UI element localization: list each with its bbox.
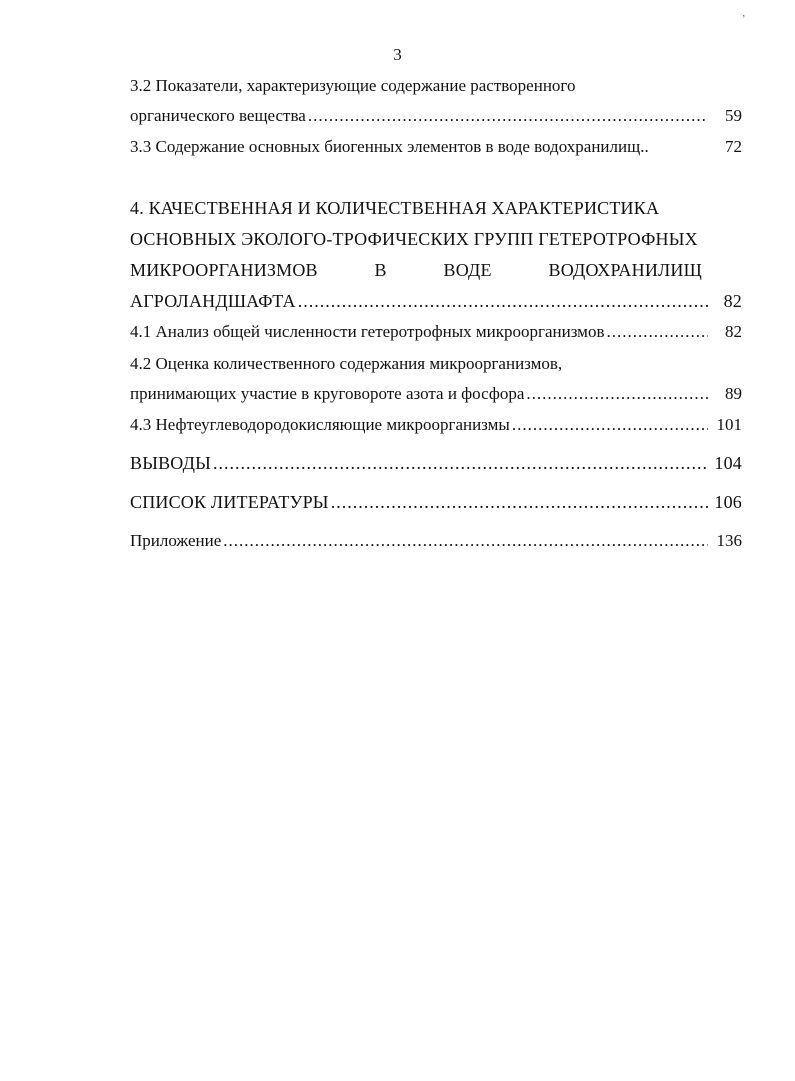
- toc-page-number: 104: [714, 453, 742, 473]
- toc-appendix[interactable]: [130, 531, 742, 551]
- leader-dots: [604, 322, 708, 342]
- toc-references[interactable]: [130, 492, 742, 512]
- toc-chapter-4-line3: [130, 260, 742, 280]
- leader-dots: [211, 453, 708, 473]
- leader-dots: [524, 384, 708, 404]
- toc-entry-4-2[interactable]: [130, 384, 742, 404]
- toc-entry-3-3-title: 3.3 Содержание основных биогенных элементов в воде водохранилищ..: [130, 137, 649, 156]
- toc-page-number: 59: [725, 106, 742, 125]
- toc-chapter-4-word: ВОДОХРАНИЛИЩ: [548, 260, 702, 280]
- toc-entry-3-3[interactable]: [130, 137, 742, 157]
- toc-chapter-4-line2: ОСНОВНЫХ ЭКОЛОГО-ТРОФИЧЕСКИХ ГРУПП ГЕТЕРОТРОФНЫХ: [130, 229, 698, 249]
- page-number: 3: [393, 45, 402, 64]
- toc-page-number: 101: [716, 415, 742, 434]
- toc-page-number: 72: [725, 137, 742, 156]
- toc-conclusions[interactable]: [130, 453, 742, 473]
- toc-page-number: 106: [714, 492, 742, 512]
- leader-dots: [221, 531, 708, 551]
- toc-chapter-4-line4: АГРОЛАНДШАФТА: [130, 291, 296, 311]
- leader-dots: [510, 415, 708, 435]
- toc-references-title: СПИСОК ЛИТЕРАТУРЫ: [130, 492, 329, 512]
- toc-page-number: 82: [725, 322, 742, 341]
- scan-mark: ʼ: [742, 14, 746, 25]
- toc-page-number: 82: [723, 291, 742, 311]
- toc-entry-4-1-title: 4.1 Анализ общей численности гетеротрофных микроорганизмов: [130, 322, 605, 341]
- toc-chapter-4-word: МИКРООРГАНИЗМОВ: [130, 260, 318, 280]
- toc-page-number: 89: [725, 384, 742, 403]
- toc-chapter-4[interactable]: [130, 291, 742, 311]
- toc-chapter-4-line1: 4. КАЧЕСТВЕННАЯ И КОЛИЧЕСТВЕННАЯ ХАРАКТЕРИСТИКА: [130, 198, 660, 218]
- toc-page-number: 136: [716, 531, 742, 550]
- toc-entry-4-3[interactable]: [130, 415, 742, 435]
- toc-appendix-title: Приложение: [130, 531, 222, 550]
- toc-entry-3-2-line2: органического вещества: [130, 106, 306, 125]
- toc-conclusions-title: ВЫВОДЫ: [130, 453, 211, 473]
- toc-entry-4-1[interactable]: [130, 322, 742, 342]
- toc-entry-4-3-title: 4.3 Нефтеуглеводородокисляющие микроорганизмы: [130, 415, 510, 434]
- toc-entry-4-2-line1: 4.2 Оценка количественного содержания микроорганизмов,: [130, 354, 563, 373]
- toc-entry-3-2[interactable]: [130, 106, 742, 126]
- leader-dots: [296, 291, 708, 311]
- leader-dots: [306, 106, 708, 126]
- toc-entry-4-2-line2: принимающих участие в круговороте азота и фосфора: [130, 384, 525, 403]
- toc-chapter-4-word: В: [374, 260, 387, 280]
- leader-dots: [329, 492, 708, 512]
- toc-chapter-4-word: ВОДЕ: [443, 260, 492, 280]
- toc-entry-3-2-line1: 3.2 Показатели, характеризующие содержание растворенного: [130, 76, 576, 95]
